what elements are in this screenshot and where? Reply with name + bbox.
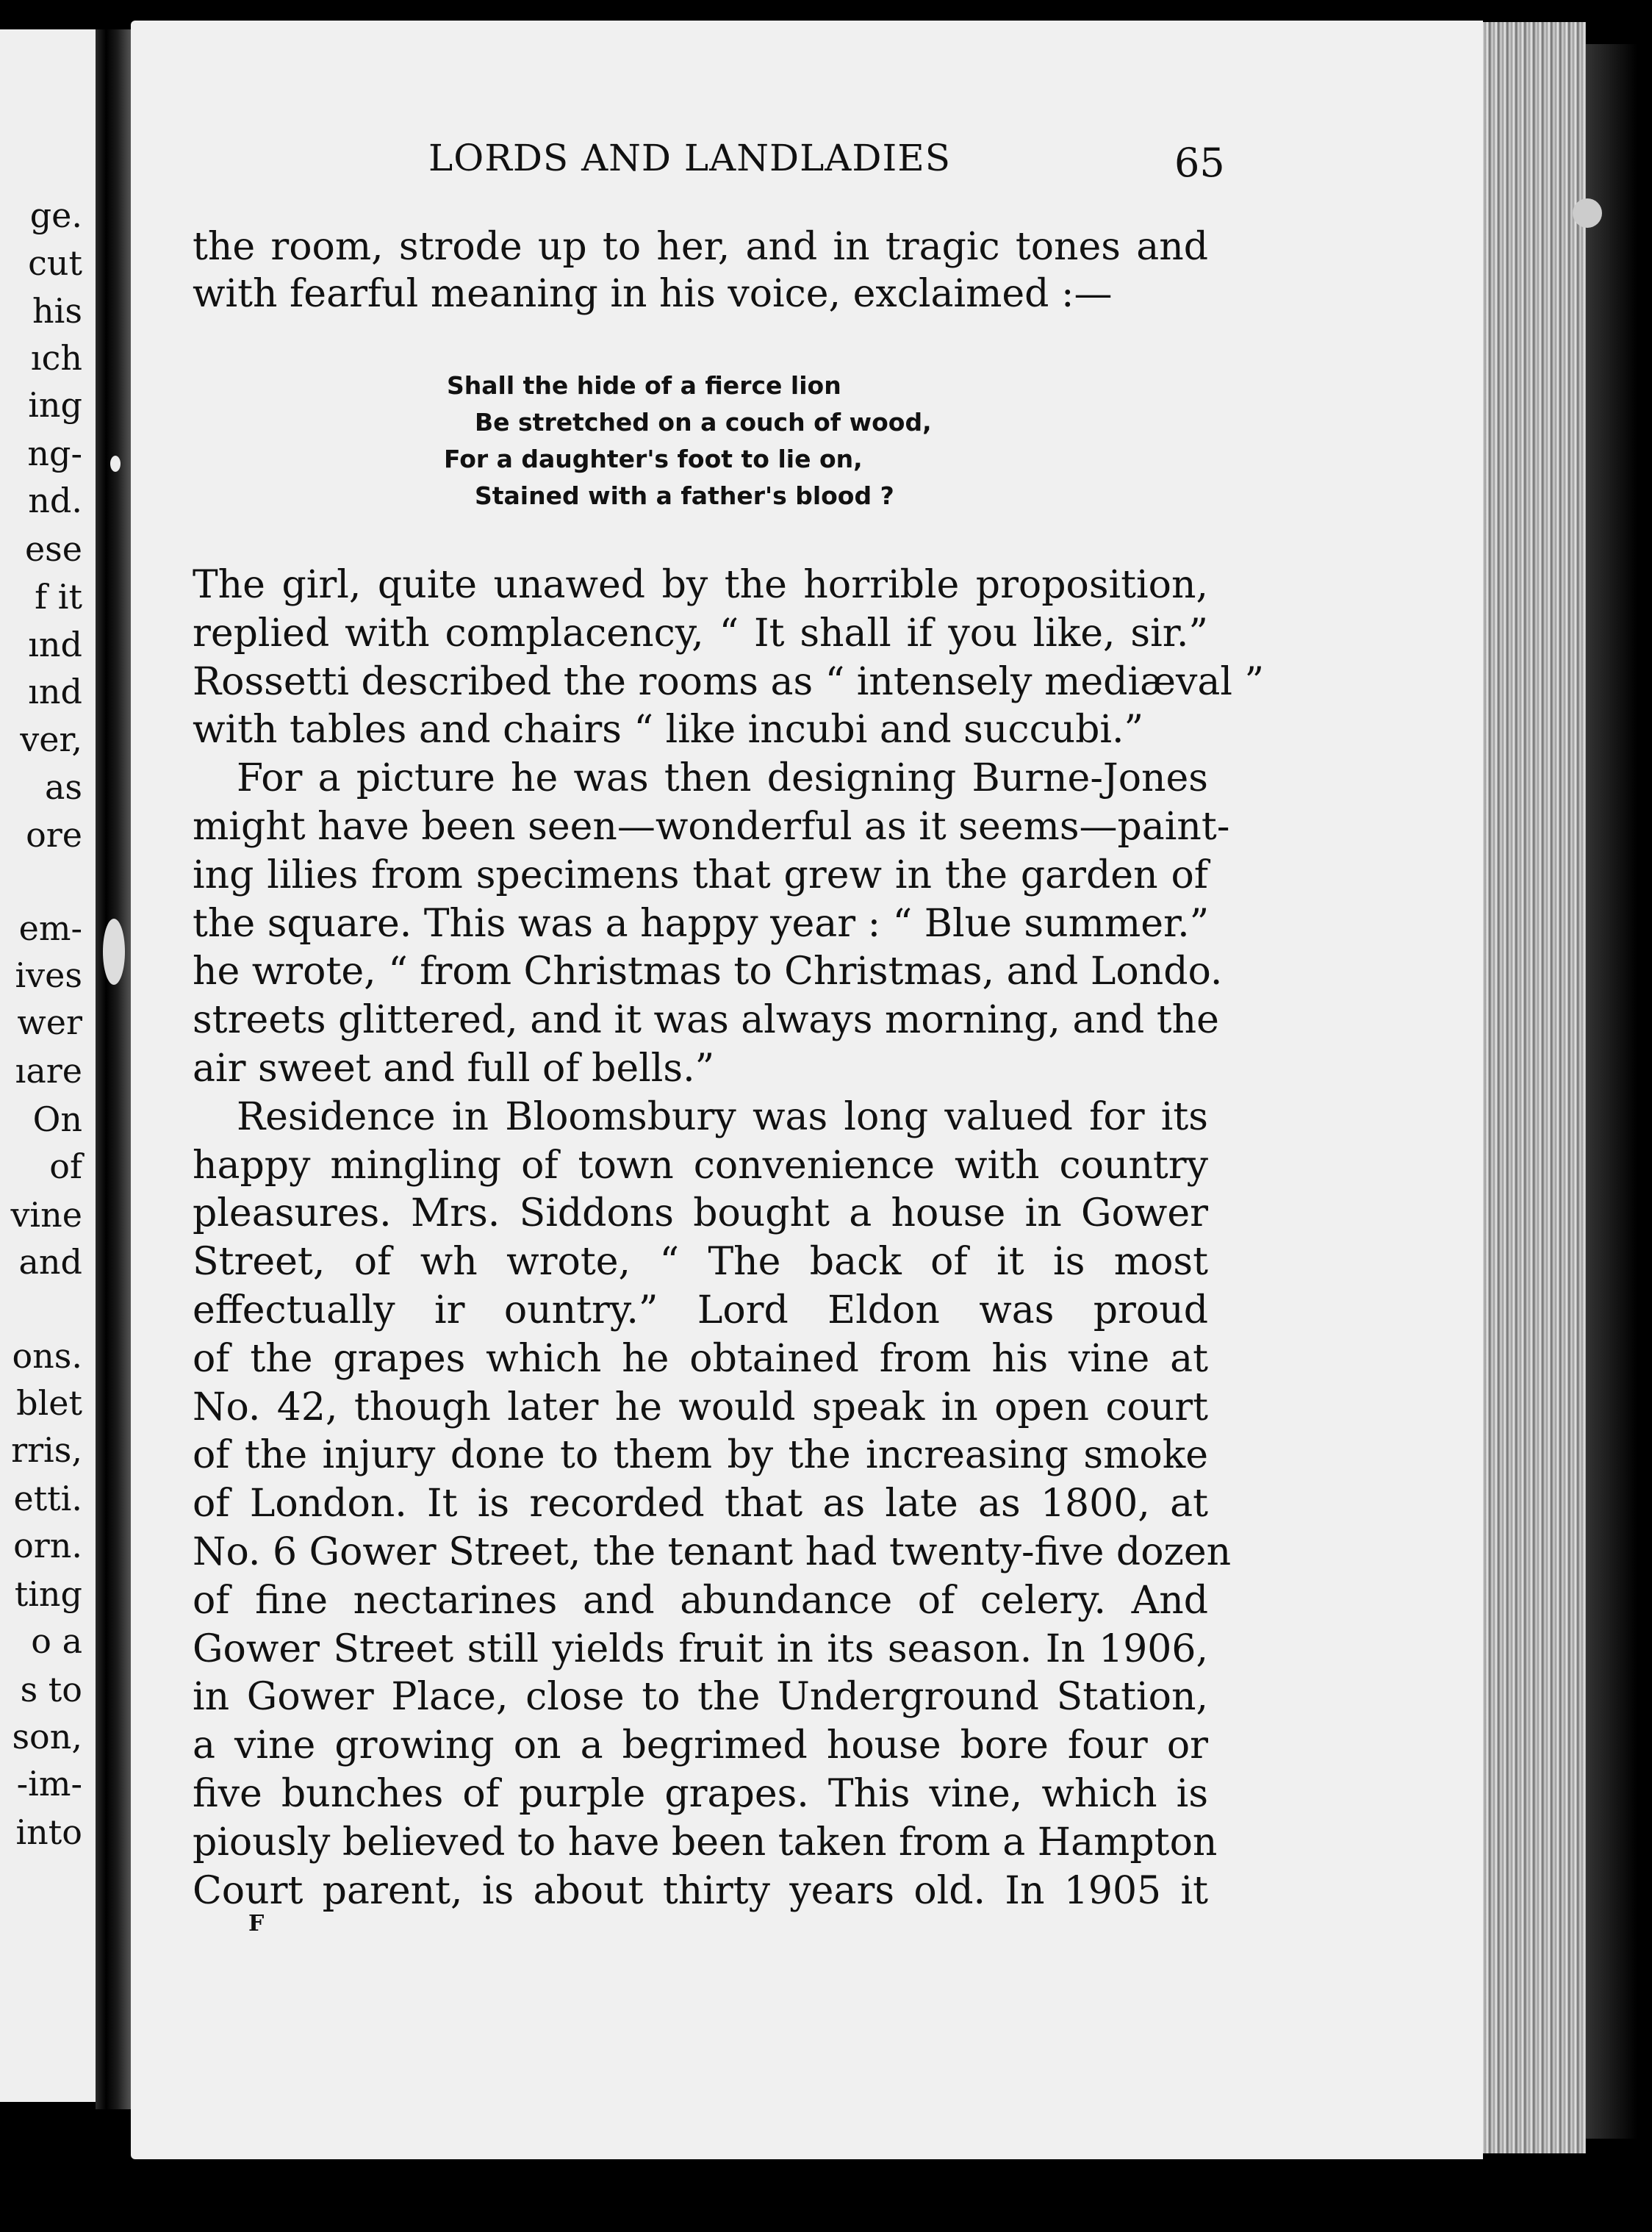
left-page-text-fragment: as — [44, 767, 82, 807]
left-page-text-fragment: his — [32, 291, 82, 331]
text-line: replied with complacency, “ It shall if you like, sir.” — [193, 611, 1208, 656]
left-page-text-fragment: ting — [14, 1574, 82, 1614]
left-page-text-fragment: -im- — [16, 1764, 82, 1804]
left-page-text-fragment: wer — [17, 1002, 82, 1042]
left-page-text-fragment: o a — [31, 1621, 82, 1661]
text-line: Gower Street still yields fruit in its season. In 1906, — [193, 1627, 1208, 1671]
left-page-text-fragment: ıch — [30, 338, 82, 378]
text-line: No. 6 Gower Street, the tenant had twenty-five dozen — [193, 1530, 1232, 1574]
left-page-text-fragment: f it — [35, 577, 82, 617]
text-line: ing lilies from specimens that grew in the garden of — [193, 853, 1208, 897]
left-page-text-fragment: of — [49, 1146, 82, 1186]
text-line: pleasures. Mrs. Siddons bought a house in Gower — [193, 1191, 1208, 1235]
text-line: piously believed to have been taken from a Hampton — [193, 1820, 1218, 1865]
page-speck — [110, 456, 121, 472]
text-line: Court parent, is about thirty years old. In 1905 it — [193, 1869, 1208, 1913]
left-page-text-fragment: ınd — [28, 672, 82, 711]
left-page-text-fragment: blet — [16, 1383, 82, 1423]
text-line: the square. This was a happy year : “ Blue summer.” — [193, 902, 1210, 946]
page-speck — [103, 919, 125, 985]
left-page-text-fragment: ıare — [15, 1051, 82, 1091]
left-page-text-fragment: ge. — [29, 195, 82, 235]
text-line: with tables and chairs “ like incubi and succubi.” — [193, 708, 1144, 752]
text-line: Street, of wh wrote, “ The back of it is most — [193, 1240, 1208, 1284]
text-line: he wrote, “ from Christmas to Christmas, and Londo. — [193, 950, 1223, 994]
left-page-text-fragment: rris, — [11, 1430, 82, 1470]
left-page-text-fragment: ınd — [28, 625, 82, 664]
verse-line: Shall the hide of a fierce lion — [447, 371, 841, 400]
signature-mark: F — [248, 1911, 265, 1937]
page-edges — [1483, 22, 1586, 2153]
running-head: LORDS AND LANDLADIES — [428, 137, 951, 179]
left-page-text-fragment: ese — [24, 529, 82, 569]
text-line: the room, strode up to her, and in tragic tones and — [193, 225, 1208, 269]
left-page-text-fragment: ing — [28, 385, 82, 425]
left-page-text-fragment: ng- — [27, 434, 82, 473]
left-page-text-fragment: ives — [15, 955, 82, 995]
book-cover-edge — [1586, 44, 1637, 2139]
book-gutter — [96, 29, 131, 2109]
left-page-text-fragment: vine — [10, 1195, 82, 1235]
text-line: a vine growing on a begrimed house bore four or — [193, 1723, 1208, 1768]
left-page-text-fragment: and — [18, 1242, 82, 1282]
text-line: of the grapes which he obtained from his vine at — [193, 1337, 1208, 1381]
text-line: might have been seen—wonderful as it seems—paint- — [193, 805, 1230, 849]
verse-line: Be stretched on a couch of wood, — [475, 408, 932, 437]
text-line: of the injury done to them by the increasing smoke — [193, 1433, 1208, 1477]
left-page-text-fragment: into — [15, 1812, 82, 1852]
left-page-text-fragment: son, — [12, 1717, 82, 1756]
text-line: in Gower Place, close to the Underground Station, — [193, 1675, 1208, 1719]
left-page-text-fragment: s to — [20, 1670, 82, 1709]
text-line: with fearful meaning in his voice, exclaimed :— — [193, 272, 1113, 316]
left-page-text-fragment: On — [32, 1099, 82, 1139]
text-line: The girl, quite unawed by the horrible proposition, — [193, 563, 1208, 607]
left-page-text-fragment: ver, — [20, 720, 82, 759]
text-line: of London. It is recorded that as late as 1800, at — [193, 1482, 1208, 1526]
text-line: five bunches of purple grapes. This vine, which is — [193, 1772, 1208, 1816]
verse-line: For a daughter's foot to lie on, — [444, 445, 863, 473]
text-line: For a picture he was then designing Burne-Jones — [237, 756, 1208, 800]
text-line: happy mingling of town convenience with country — [193, 1144, 1208, 1188]
text-line: streets glittered, and it was always morning, and the — [193, 998, 1219, 1042]
left-page-text-fragment: ore — [26, 815, 82, 855]
left-page-text-fragment: nd. — [28, 481, 82, 520]
text-line: Rossetti described the rooms as “ intensely mediæval ” — [193, 660, 1265, 704]
left-page-text-fragment: em- — [18, 908, 82, 948]
left-page-text-fragment: cut — [28, 243, 82, 283]
text-line: air sweet and full of bells.” — [193, 1047, 715, 1091]
page-speck — [1573, 198, 1602, 228]
left-page-text-fragment: orn. — [13, 1526, 82, 1565]
left-page-text-fragment: etti. — [13, 1479, 82, 1518]
page-number: 65 — [1174, 140, 1225, 186]
left-page-text-fragment: ons. — [12, 1336, 82, 1376]
text-line: effectually ir ountry.” Lord Eldon was proud — [193, 1288, 1208, 1332]
text-line: No. 42, though later he would speak in open court — [193, 1385, 1208, 1429]
verse-line: Stained with a father's blood ? — [475, 481, 894, 510]
text-line: of fine nectarines and abundance of celery. And — [193, 1579, 1208, 1623]
text-line: Residence in Bloomsbury was long valued for its — [237, 1095, 1208, 1139]
left-page-fragment — [0, 29, 96, 2102]
